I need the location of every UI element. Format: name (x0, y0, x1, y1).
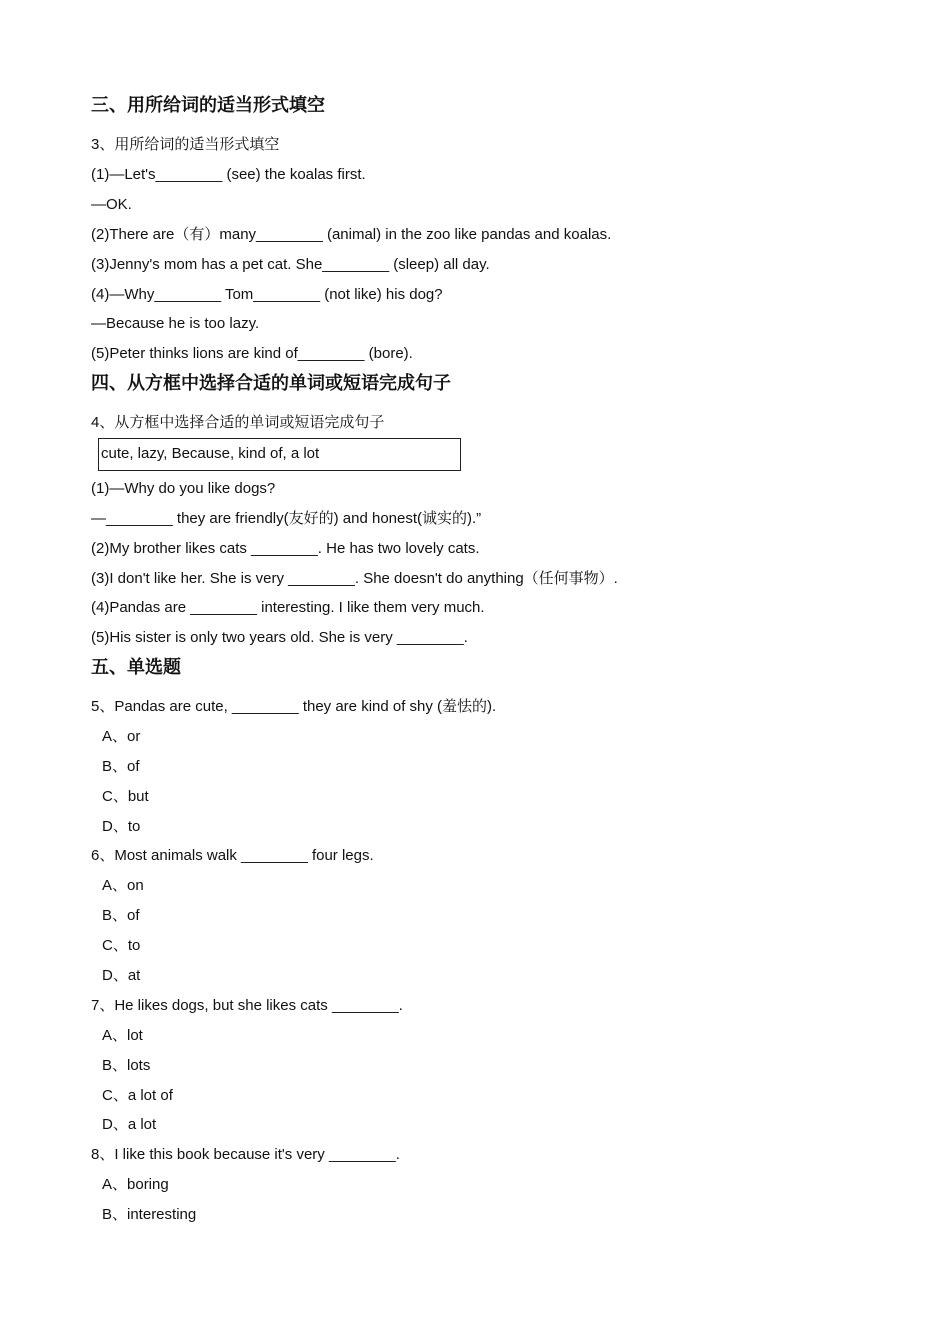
option-d[interactable]: D、to (102, 818, 141, 835)
question-8-stem: 8、I like this book because it's very ________. (91, 1146, 400, 1163)
option-b[interactable]: B、lots (102, 1057, 151, 1074)
section-5-heading: 五、单选题 (91, 657, 181, 678)
section-4-heading: 四、从方框中选择合适的单词或短语完成句子 (91, 373, 451, 394)
question-7-stem: 7、He likes dogs, but she likes cats ________. (91, 997, 403, 1014)
question-4-prompt: 4、从方框中选择合适的单词或短语完成句子 (91, 414, 385, 431)
option-c[interactable]: C、a lot of (102, 1087, 173, 1104)
q3-line: —Because he is too lazy. (91, 315, 260, 332)
q4-line: (1)—Why do you like dogs? (91, 480, 276, 497)
option-b[interactable]: B、of (102, 758, 140, 775)
q3-line: (3)Jenny's mom has a pet cat. She________ (sleep) all day. (91, 256, 490, 273)
q3-line: (4)—Why________ Tom________ (not like) his dog? (91, 286, 443, 303)
option-a[interactable]: A、or (102, 728, 141, 745)
q4-line: (3)I don't like her. She is very ________. She doesn't do anything（任何事物）. (91, 570, 618, 587)
option-c[interactable]: C、but (102, 788, 149, 805)
q3-line: —OK. (91, 196, 132, 213)
q3-line: (1)—Let's________ (see) the koalas first. (91, 166, 366, 183)
question-3-prompt: 3、用所给词的适当形式填空 (91, 136, 280, 153)
q3-line: (2)There are（有）many________ (animal) in the zoo like pandas and koalas. (91, 226, 612, 243)
q4-line: (2)My brother likes cats ________. He has two lovely cats. (91, 540, 480, 557)
option-a[interactable]: A、on (102, 877, 144, 894)
option-d[interactable]: D、at (102, 967, 141, 984)
option-d[interactable]: D、a lot (102, 1116, 157, 1133)
option-c[interactable]: C、to (102, 937, 141, 954)
section-3-heading: 三、用所给词的适当形式填空 (91, 95, 325, 116)
option-a[interactable]: A、boring (102, 1176, 169, 1193)
option-b[interactable]: B、interesting (102, 1206, 197, 1223)
question-5-stem: 5、Pandas are cute, ________ they are kind of shy (羞怯的). (91, 698, 497, 715)
q4-line: (4)Pandas are ________ interesting. I like them very much. (91, 599, 485, 616)
q4-line: —________ they are friendly(友好的) and honest(诚实的).” (91, 510, 482, 527)
q4-line: (5)His sister is only two years old. She is very ________. (91, 629, 468, 646)
question-6-stem: 6、Most animals walk ________ four legs. (91, 847, 374, 864)
q3-line: (5)Peter thinks lions are kind of________ (bore). (91, 345, 413, 362)
option-a[interactable]: A、lot (102, 1027, 143, 1044)
option-b[interactable]: B、of (102, 907, 140, 924)
word-bank-box: cute, lazy, Because, kind of, a lot (98, 438, 461, 471)
